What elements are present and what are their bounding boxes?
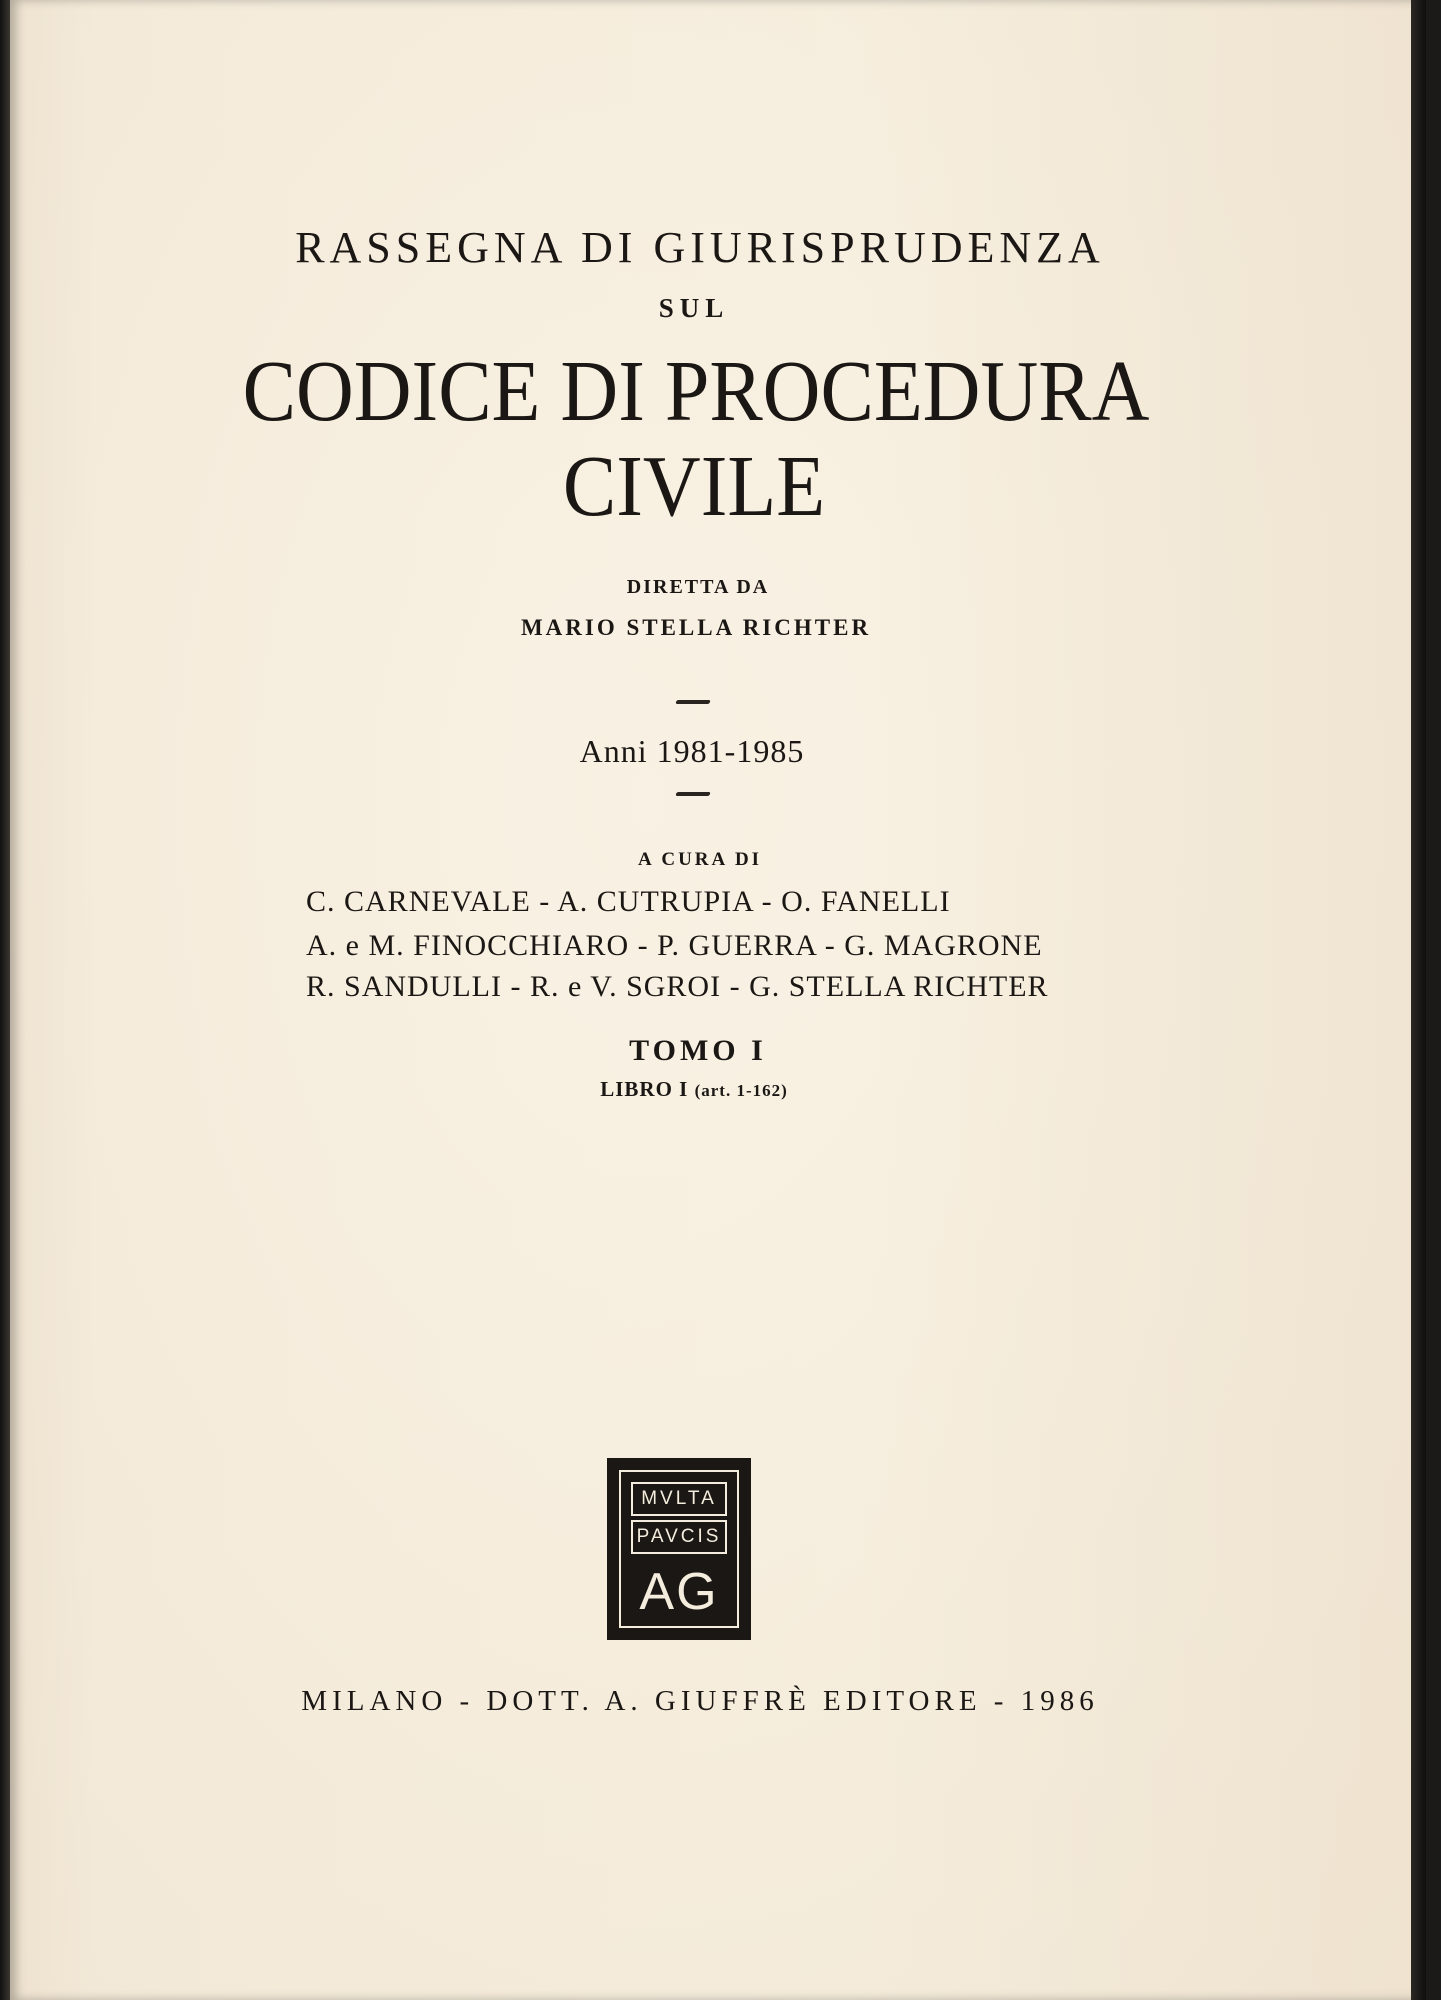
publisher-logo: [607, 1458, 751, 1640]
authors-line: C. CARNEVALE - A. CUTRUPIA - O. FANELLI: [306, 885, 951, 918]
volume-number: TOMO I: [629, 1034, 767, 1067]
publisher-imprint: MILANO - DOTT. A. GIUFFRÈ EDITORE - 1986: [301, 1685, 1099, 1717]
main-title-line-2: CIVILE: [562, 439, 826, 535]
logo-word-2: PAVCIS: [631, 1520, 727, 1554]
directed-by-label: DIRETTA DA: [626, 576, 770, 598]
page-edge-shadow: [1411, 0, 1426, 2000]
book-number: [0, 1077, 1402, 1102]
articles-range: (art. 1-162): [694, 1081, 788, 1100]
authors-line: R. SANDULLI - R. e V. SGROI - G. STELLA RICHTER: [306, 970, 1049, 1003]
ornament-dash: [675, 792, 710, 796]
director-name: MARIO STELLA RICHTER: [520, 615, 872, 640]
book-label: LIBRO I: [600, 1077, 689, 1101]
logo-word-1: MVLTA: [631, 1482, 727, 1516]
title-page: [10, 0, 1426, 2000]
ornament-dash: [675, 700, 710, 704]
main-title-line-1: CODICE DI PROCEDURA: [242, 344, 1150, 440]
series-title: RASSEGNA DI GIURISPRUDENZA: [295, 223, 1105, 272]
logo-frame: [619, 1470, 739, 1628]
title-connector: SUL: [658, 293, 730, 323]
years-range: Anni 1981-1985: [579, 733, 805, 769]
curated-by-label: A CURA DI: [637, 849, 763, 870]
authors-line: A. e M. FINOCCHIARO - P. GUERRA - G. MAGRONE: [306, 929, 1043, 962]
logo-initials: AG: [639, 1563, 719, 1621]
